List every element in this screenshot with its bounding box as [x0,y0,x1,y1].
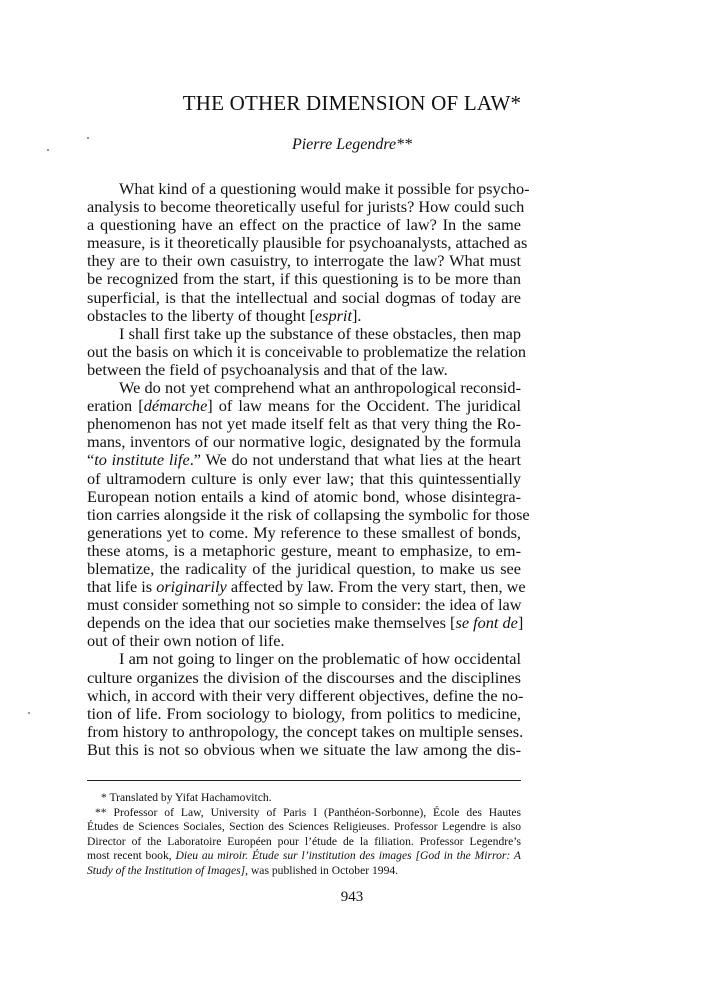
body-line [87,669,521,687]
body-line [87,179,530,198]
text-run: most recent book, [87,849,176,863]
text-run: which, in accord with their very different objectives, define the no- [87,685,524,705]
body-line [87,307,521,325]
body-line [87,741,521,759]
text-run: out of their own notion of life. [87,631,285,651]
text-run: measure, is it theoretically plausible for psychoanalysts, attached as [87,233,528,253]
body-line [87,433,521,451]
text-run: generations yet to come. My reference to these smallest of bonds, [87,522,521,542]
body-line [87,379,521,397]
body-line [87,577,526,597]
body-line [87,721,524,741]
text-run: I am not going to linger on the problematic of how occidental [119,649,521,669]
body-line [87,289,521,307]
text-run: of ultramodern culture is only ever law; that this quintessentially [87,468,521,488]
text-run: Études de Sciences Sociales, Section des Sciences Religieuses. Professor Legendre is also [87,820,521,834]
text-run: tion carries alongside it the risk of collapsing the symbolic for those [87,504,530,524]
body-line [87,504,530,524]
text-run: What kind of a questioning would make it possible for psycho- [119,179,530,198]
body-line [87,560,521,578]
italic-text: esprit [314,305,352,325]
text-run: .” We do not understand that what lies at the heart [189,450,521,470]
italic-text: Study of the Institution of Images] [87,863,246,877]
body-line [87,252,521,270]
text-run: must consider something not so simple to consider: the idea of law [87,595,522,615]
body-line [87,197,525,217]
body-text [87,179,530,759]
text-run: blematize, the radicality of the juridical question, to make us see [87,558,521,578]
text-run: tion of life. From sociology to biology, from politics to medicine, [87,703,521,723]
text-run: , was published in October 1994. [245,863,399,877]
text-run: We do not yet comprehend what an anthropological reconsid- [119,378,521,398]
text-run: ] [517,613,524,633]
body-line [87,596,521,614]
text-run: “ [87,450,95,470]
body-line [87,270,521,288]
text-run: depends on the idea that our societies make themselves [ [87,613,456,633]
footnote-line [87,864,521,879]
text-run: obstacles to the liberty of thought [ [87,305,315,325]
italic-text: originarily [156,577,227,597]
italic-text: se font de [455,613,518,633]
body-line [87,470,521,488]
text-run: I shall first take up the substance of these obstacles, then map [119,323,521,343]
body-line [87,488,521,506]
body-line [87,397,521,415]
footnote-divider [87,780,521,781]
text-run: ** Professor of Law, University of Paris I (Panthéon-Sorbonne), École des Hautes [95,805,521,819]
body-line [87,685,524,705]
scan-speck [28,712,30,714]
text-run: between the field of psychoanalysis and that of the law. [87,359,448,379]
footnote-line [87,791,521,806]
body-line [87,613,524,633]
text-run: these atoms, is a metaphoric gesture, meant to emphasize, to em- [87,540,521,560]
body-line [87,650,521,668]
footnote-line [87,849,521,864]
body-line [87,542,521,560]
italic-text: démarche [143,396,208,416]
text-run: * Translated by Yifat Hachamovitch. [101,791,272,804]
text-run: analysis to become theoretically useful for jurists? How could such [87,197,525,217]
scan-speck [87,137,89,139]
text-run: they are to their own casuistry, to interrogate the law? What must [87,251,521,271]
text-run: be recognized from the start, if this questioning is to be more than [87,269,521,289]
scan-speck [47,149,49,151]
text-run: ]. [351,305,362,325]
body-line [87,451,521,469]
author-name: Pierre Legendre** [291,136,413,153]
body-line [87,325,521,343]
text-run: that life is [87,577,157,597]
body-line [87,415,521,433]
text-run: out the basis on which it is conceivable to problematize the relation [87,341,527,361]
text-run: mans, inventors of our normative logic, designated by the formula [87,432,521,452]
text-run: But this is not so obvious when we situate the law among the dis- [87,739,521,759]
body-line [87,705,521,723]
italic-text: Dieu au miroir. Étude sur l’institution des images [God in the Mirror: A [175,849,521,863]
text-run: a questioning have an effect on the practice of law? In the same [87,215,521,235]
body-line [87,233,528,253]
text-run: phenomenon has not yet made itself felt as that very thing the Ro- [87,414,521,434]
text-run: from history to anthropology, the concept takes on multiple senses. [87,721,524,741]
footnotes [87,791,521,879]
footnote-line [87,820,521,835]
text-run: European notion entails a kind of atomic bond, whose disintegra- [87,486,521,506]
body-line [87,216,521,234]
text-run: eration [ [87,396,144,416]
page-number: 943 [340,889,364,905]
footnote-line [87,835,521,850]
footnote-line [87,806,521,821]
body-line [87,361,521,379]
body-line [87,524,521,542]
article-title: THE OTHER DIMENSION OF LAW* [182,91,522,115]
text-run: culture organizes the division of the discourses and the disciplines [87,667,521,687]
text-run: ] of law means for the Occident. The juridical [207,396,521,416]
body-line [87,632,521,650]
text-run: Director of the Laboratoire Européen pour l’étude de la filiation. Professor Legendre’s [87,834,521,848]
body-line [87,341,527,361]
italic-text: to institute life [94,450,190,470]
text-run: superficial, is that the intellectual and social dogmas of today are [87,287,521,307]
text-run: affected by law. From the very start, then, we [226,577,526,597]
